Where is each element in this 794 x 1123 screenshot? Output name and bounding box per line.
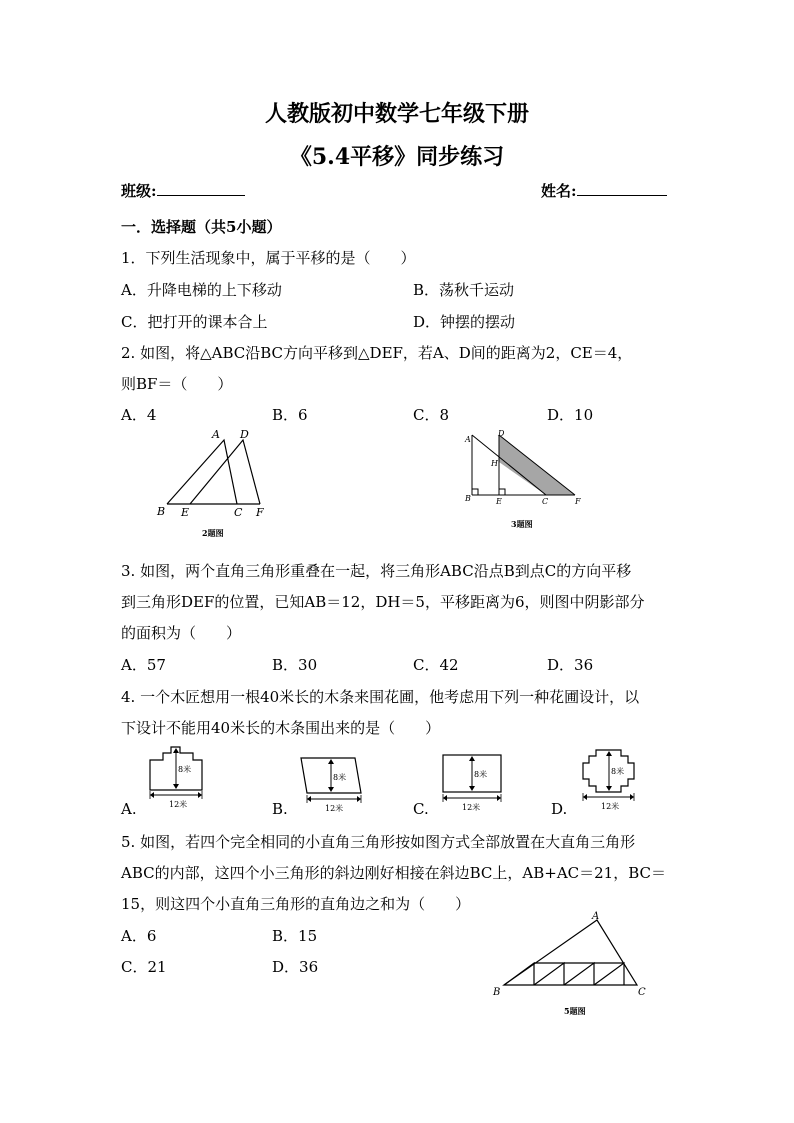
- q4-stem-line1: 4. 一个木匠想用一根40米长的木条来围花圃，他考虑用下列一种花圃设计，以: [121, 688, 640, 706]
- q2-option-c[interactable]: C．8: [413, 406, 450, 424]
- triangle-def: [190, 440, 260, 504]
- q3-stem-line2: 到三角形DEF的位置，已知AB＝12，DH＝5，平移距离为6，则图中阴影部分: [121, 593, 645, 611]
- height-label: 8米: [333, 773, 347, 782]
- q2-figure-caption: 2题图: [202, 528, 224, 538]
- q1-option-c[interactable]: C．把打开的课本合上: [121, 313, 268, 331]
- triangle-abc: [167, 440, 237, 504]
- label-d: D: [498, 429, 505, 438]
- q3-option-c[interactable]: C．42: [413, 656, 459, 674]
- q3-stem-line3: 的面积为（ ）: [121, 624, 242, 642]
- q2-figure: [150, 425, 280, 545]
- name-blank[interactable]: [577, 195, 667, 196]
- height-label: 8米: [474, 770, 488, 779]
- label-f: F: [256, 506, 264, 519]
- q3-figure-caption: 3题图: [511, 519, 533, 529]
- class-field: [121, 180, 245, 201]
- class-label: 班级:: [121, 182, 157, 200]
- label-d: D: [240, 428, 249, 441]
- page-title: 人教版初中数学七年级下册: [264, 101, 529, 127]
- label-h: H: [491, 459, 498, 468]
- label-b: B: [157, 505, 166, 518]
- label-c: C: [234, 506, 243, 519]
- q2-stem-line2: 则BF＝（ ）: [121, 375, 233, 393]
- label-b: B: [493, 987, 501, 998]
- q3-option-d[interactable]: D．36: [547, 656, 594, 674]
- q5-option-b[interactable]: B．15: [272, 927, 318, 945]
- label-b: B: [465, 494, 471, 503]
- section-heading: 一．选择题（共5小题）: [121, 218, 282, 236]
- q3-figure: [455, 425, 595, 535]
- label-e: E: [496, 497, 502, 506]
- q4-option-a[interactable]: A.: [121, 800, 137, 818]
- q1-option-b[interactable]: B．荡秋千运动: [413, 281, 515, 299]
- q4-figure-d: [578, 745, 648, 811]
- q5-stem-line2: ABC的内部，这四个小三角形的斜边刚好相接在斜边BC上，AB+AC＝21，BC＝: [121, 864, 666, 882]
- q4-option-b[interactable]: B.: [272, 800, 288, 818]
- q2-stem-line1: 2. 如图，将△ABC沿BC方向平移到△DEF，若A、D间的距离为2，CE＝4，: [121, 344, 633, 362]
- q3-option-a[interactable]: A．57: [121, 656, 166, 674]
- q3-stem-line1: 3. 如图，两个直角三角形重叠在一起，将三角形ABC沿点B到点C的方向平移: [121, 562, 632, 580]
- width-label: 12米: [325, 804, 344, 813]
- q5-figure: [490, 908, 650, 1023]
- q4-figure-a: [145, 745, 215, 811]
- q1-option-a[interactable]: A．升降电梯的上下移动: [121, 281, 282, 299]
- label-c: C: [638, 987, 646, 998]
- name-field: [541, 180, 667, 201]
- q5-option-c[interactable]: C．21: [121, 958, 167, 976]
- name-label: 姓名:: [541, 182, 577, 200]
- label-e: E: [181, 506, 190, 519]
- width-label: 12米: [169, 800, 188, 809]
- q2-option-a[interactable]: A．4: [121, 406, 157, 424]
- height-label: 8米: [611, 767, 625, 776]
- q1-stem: 1．下列生活现象中，属于平移的是（ ）: [121, 249, 416, 267]
- triangle-abc: [504, 920, 637, 985]
- class-blank[interactable]: [157, 195, 245, 196]
- q4-figure-b: [297, 752, 377, 814]
- q3-option-b[interactable]: B．30: [272, 656, 318, 674]
- q2-option-d[interactable]: D．10: [547, 406, 594, 424]
- q5-figure-caption: 5题图: [564, 1006, 586, 1016]
- q5-stem-line1: 5. 如图，若四个完全相同的小直角三角形按如图方式全部放置在大直角三角形: [121, 833, 636, 851]
- q2-option-b[interactable]: B．6: [272, 406, 308, 424]
- q5-stem-line3: 15，则这四个小直角三角形的直角边之和为（ ）: [121, 895, 471, 913]
- q5-option-d[interactable]: D．36: [272, 958, 319, 976]
- q5-option-a[interactable]: A．6: [121, 927, 157, 945]
- label-a: A: [212, 428, 220, 441]
- q1-option-d[interactable]: D．钟摆的摆动: [413, 313, 516, 331]
- q4-option-d[interactable]: D.: [551, 800, 568, 818]
- page-subtitle: 《5.4平移》同步练习: [289, 144, 505, 170]
- q4-option-c[interactable]: C.: [413, 800, 429, 818]
- width-label: 12米: [462, 803, 481, 812]
- width-label: 12米: [601, 802, 620, 811]
- label-a: A: [592, 911, 600, 922]
- height-label: 8米: [178, 765, 192, 774]
- label-c: C: [542, 497, 549, 506]
- q4-stem-line2: 下设计不能用40米长的木条围出来的是（ ）: [121, 719, 441, 737]
- q4-figure-c: [440, 752, 510, 814]
- label-a: A: [465, 435, 471, 444]
- label-f: F: [575, 497, 581, 506]
